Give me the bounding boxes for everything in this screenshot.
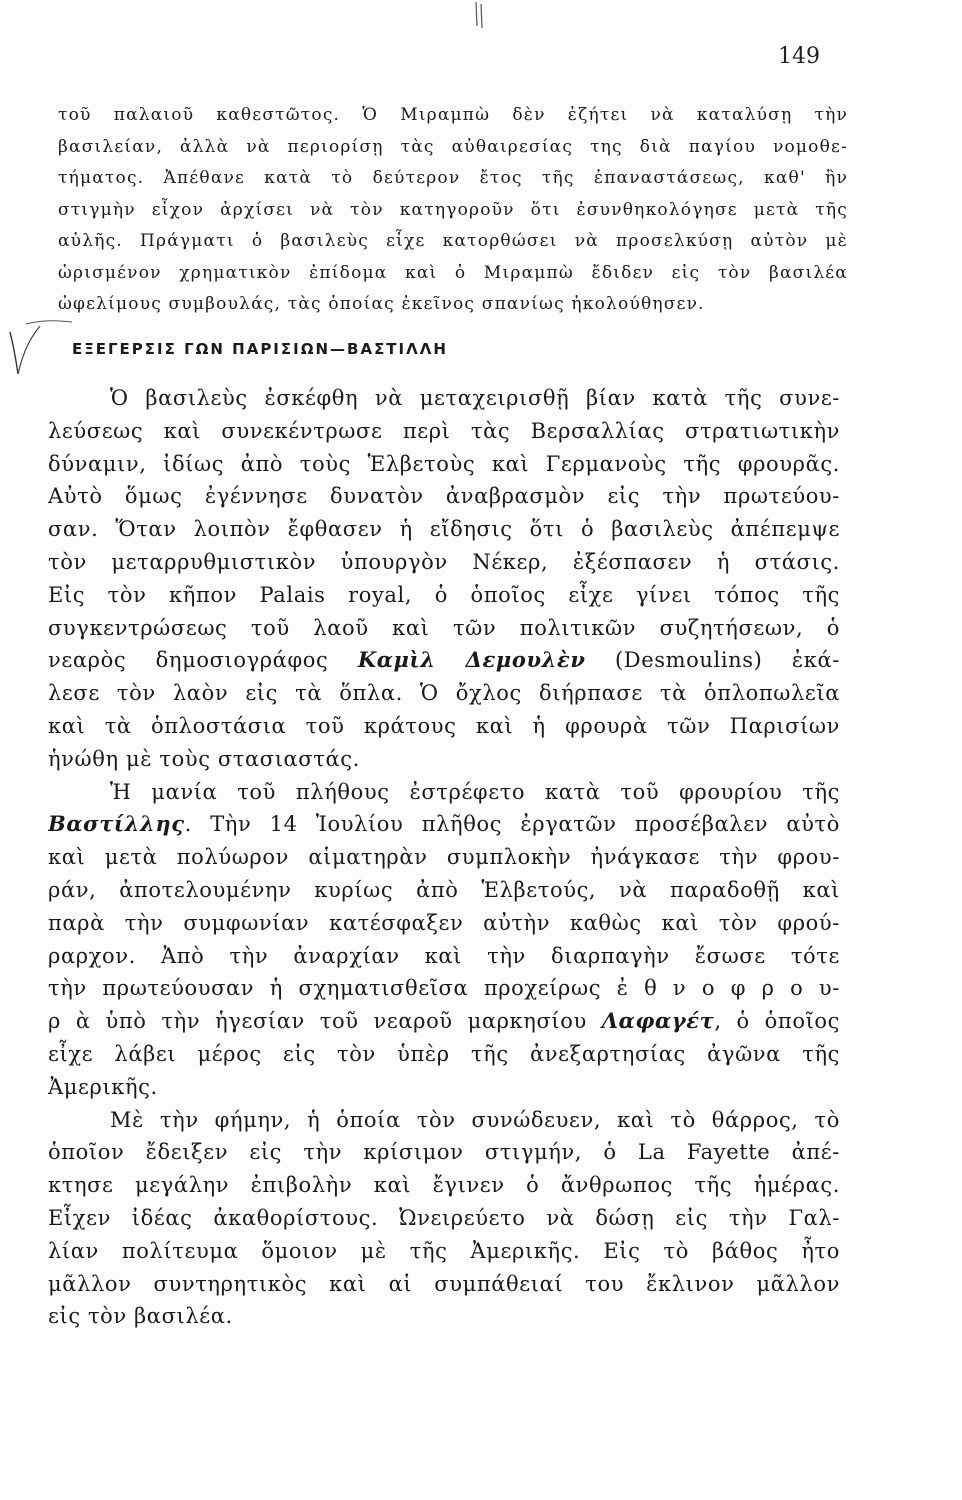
stray-ink-mark xyxy=(470,0,490,30)
text-segment: , ὁ ὁποῖος xyxy=(714,1009,840,1034)
text-line: τοῦ παλαιοῦ καθεστῶτος. Ὁ Μιραμπὼ δὲν ἐζήτει νὰ καταλύσῃ τὴν xyxy=(58,105,848,125)
text-line: αὐλῆς. Πράγματι ὁ βασιλεὺς εἶχε κατορθώσει νὰ προσελκύσῃ αὐτὸν μὲ xyxy=(58,231,848,251)
text-line: Αὐτὸ ὅμως ἐγέννησε δυνατὸν ἀναβρασμὸν εἰς τὴν πρωτεύου- xyxy=(48,484,840,509)
text-segment: ρ ὰ ὑπὸ τὴν ἡγεσίαν τοῦ νεαροῦ μαρκησίου xyxy=(48,1009,602,1034)
margin-pencil-mark xyxy=(6,318,76,378)
text-line: λεσε τὸν λαὸν εἰς τὰ ὅπλα. Ὁ ὄχλος διήρπασε τὰ ὁπλοπωλεῖα xyxy=(48,681,840,706)
text-line: Ὁ βασιλεὺς ἐσκέφθη νὰ μεταχειρισθῇ βίαν κατὰ τῆς συνε- xyxy=(110,386,840,410)
text-line: ὠφελίμους συμβουλάς, τὰς ὁποίας ἐκεῖνος σπανίως ἠκολούθησεν. xyxy=(58,294,705,314)
text-line: ὁποῖον ἔδειξεν εἰς τὴν κρίσιμον στιγμήν, ὁ La Fayette ἀπέ- xyxy=(48,1140,840,1165)
text-line xyxy=(48,644,840,677)
text-segment: . Τὴν 14 Ἰουλίου πλῆθος ἐργατῶν προσέβαλεν αὐτὸ xyxy=(184,812,840,837)
text-segment: (Desmoulins) ἐκά- xyxy=(585,648,840,673)
main-text xyxy=(48,382,840,1333)
emphasized-name: Λαφαγέτ xyxy=(601,1008,715,1034)
text-line: κτησε μεγάλην ἐπιβολὴν καὶ ἔγινεν ὁ ἄνθρωπος τῆς ἡμέρας. xyxy=(48,1173,840,1198)
text-line: παρὰ τὴν συμφωνίαν κατέσφαξεν αὐτὴν καθὼς καὶ τὸν φρού- xyxy=(48,910,840,935)
text-line: σαν. Ὅταν λοιπὸν ἔφθασεν ἡ εἴδησις ὅτι ὁ βασιλεὺς ἀπέπεμψε xyxy=(48,517,840,542)
text-line xyxy=(48,808,840,841)
text-line: καὶ μετὰ πολύωρον αἱματηρὰν συμπλοκὴν ἠνάγκασε τὴν φρου- xyxy=(48,845,840,870)
text-line: μᾶλλον συντηρητικὸς καὶ αἱ συμπάθειαί του ἔκλινον μᾶλλον xyxy=(48,1271,840,1296)
emphasized-name: Βαστίλλης xyxy=(48,811,185,837)
text-line: Μὲ τὴν φήμην, ἡ ὁποία τὸν συνώδευεν, καὶ τὸ θάρρος, τὸ xyxy=(110,1107,840,1132)
text-line: Ἀμερικῆς. xyxy=(48,1074,158,1099)
text-line: ὡρισμένον χρηματικὸν ἐπίδομα καὶ ὁ Μιραμπὼ ἔδιδεν εἰς τὸν βασιλέα xyxy=(58,262,848,283)
page-number: 149 xyxy=(778,44,820,69)
text-line: εἶχε λάβει μέρος εἰς τὸν ὑπὲρ τῆς ἀνεξαρτησίας ἀγῶνα τῆς xyxy=(48,1041,840,1066)
text-line: δύναμιν, ἰδίως ἀπὸ τοὺς Ἑλβετοὺς καὶ Γερμανοὺς τῆς φρουρᾶς. xyxy=(48,451,840,476)
text-line: Ἡ μανία τοῦ πλήθους ἐστρέφετο κατὰ τοῦ φρουρίου τῆς xyxy=(110,779,840,804)
text-segment: νεαρὸς δημοσιογράφος xyxy=(48,648,358,673)
text-line: λεύσεως καὶ συνεκέντρωσε περὶ τὰς Βερσαλλίας στρατιωτικὴν xyxy=(48,418,840,443)
text-line: Εἶχεν ἰδέας ἀκαθορίστους. Ὠνειρεύετο νὰ δώσῃ εἰς τὴν Γαλ- xyxy=(48,1205,840,1230)
section-heading: ΕΞΕΓΕΡΣΙΣ ΓΩΝ ΠΑΡΙΣΙΩΝ—ΒΑΣΤΙΛΛΗ xyxy=(72,340,448,358)
text-line: λίαν πολίτευμα ὅμοιον μὲ τῆς Ἀμερικῆς. Εἰς τὸ βάθος ἦτο xyxy=(48,1238,840,1263)
text-line: τήματος. Ἀπέθανε κατὰ τὸ δεύτερον ἔτος τῆς ἐπαναστάσεως, καθ' ἣν xyxy=(58,168,848,188)
text-line: εἰς τὸν βασιλέα. xyxy=(48,1304,233,1329)
top-paragraph xyxy=(58,100,848,321)
text-line: ράν, ἀποτελουμένην κυρίως ἀπὸ Ἑλβετούς, νὰ παραδοθῇ καὶ xyxy=(48,877,840,902)
text-line: Εἰς τὸν κῆπον Palais royal, ὁ ὁποῖος εἶχε γίνει τόπος τῆς xyxy=(48,582,840,607)
text-line: καὶ τὰ ὁπλοστάσια τοῦ κράτους καὶ ἡ φρουρὰ τῶν Παρισίων xyxy=(48,713,840,738)
text-line: τὸν μεταρρυθμιστικὸν ὑπουργὸν Νέκερ, ἐξέσπασεν ἡ στάσις. xyxy=(48,549,840,574)
text-line: στιγμὴν εἶχον ἀρχίσει νὰ τὸν κατηγοροῦν ὅτι ἐσυνθηκολόγησε μετὰ τῆς xyxy=(58,199,848,220)
emphasized-name: Καμὶλ Δεμουλὲν xyxy=(357,647,586,673)
text-line: τὴν πρωτεύουσαν ἡ σχηματισθεῖσα προχείρως ἐ θ ν ο φ ρ ο υ- xyxy=(48,976,840,1001)
text-line xyxy=(48,1005,840,1038)
text-line: συγκεντρώσεως τοῦ λαοῦ καὶ τῶν πολιτικῶν συζητήσεων, ὁ xyxy=(48,615,840,640)
text-line: βασιλείαν, ἀλλὰ νὰ περιορίσῃ τὰς αὐθαιρεσίας της διὰ παγίου νομοθε- xyxy=(58,136,848,157)
text-line: ραρχον. Ἀπὸ τὴν ἀναρχίαν καὶ τὴν διαρπαγὴν ἔσωσε τότε xyxy=(48,943,840,968)
text-line: ἡνώθη μὲ τοὺς στασιαστάς. xyxy=(48,746,360,771)
